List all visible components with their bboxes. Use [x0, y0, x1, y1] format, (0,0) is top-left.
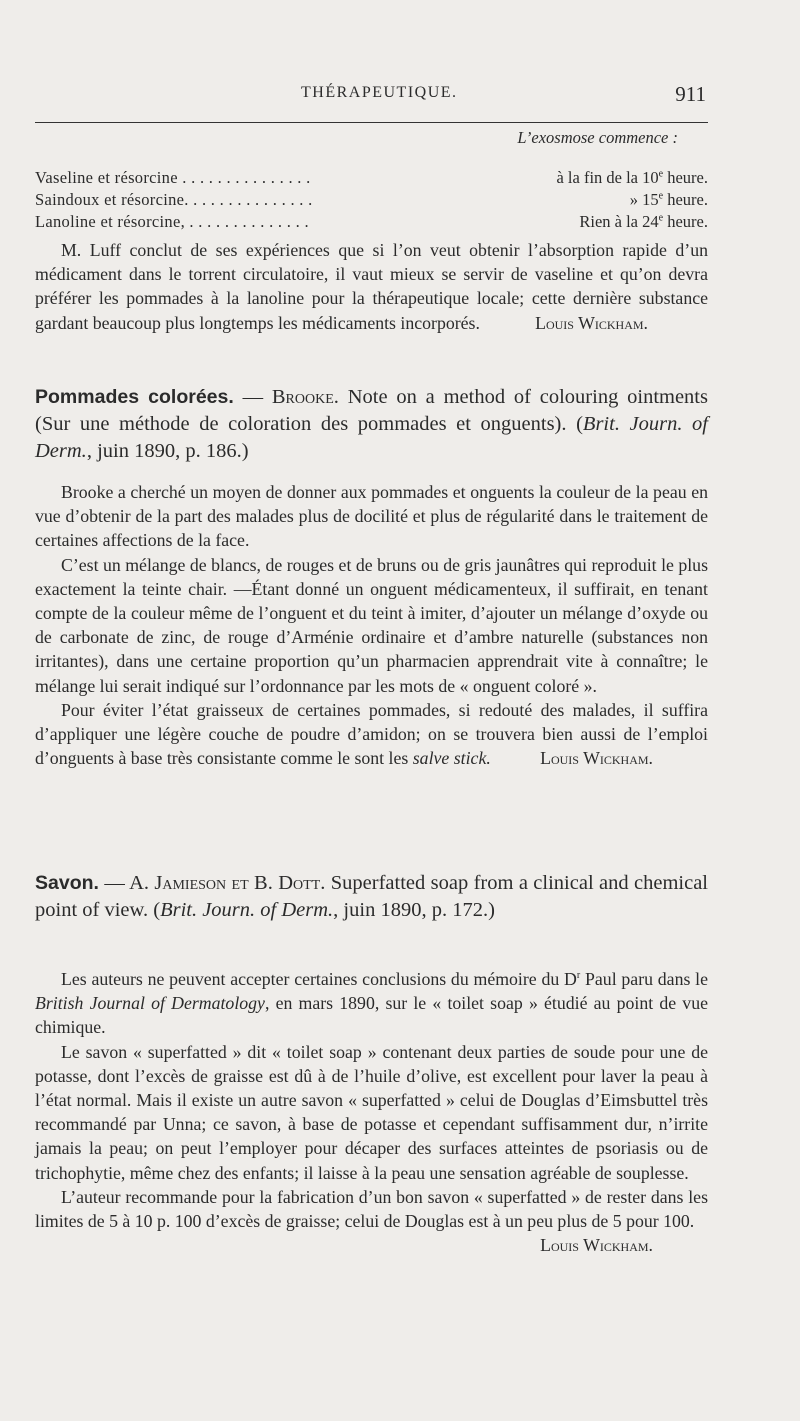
citation: , juin 1890, p. 172.) [333, 899, 495, 921]
exosmose-substance: Saindoux et résorcine. . . . . . . . . . . . . . . [35, 190, 313, 209]
journal: Brit. Journ. of Derm. [35, 413, 708, 462]
article-title: Superfatted soap from a clinical and chemical point of view. ( [35, 872, 708, 921]
luff-text: M. Luff conclut de ses expériences que si l’on veut obtenir l’absorption rapide d’un médicament dans le torrent circulatoire, il vaut mieux se servir de vaseline et qu’on devra préférer les pommades à la lanoline pour la thérapeutique locale; cette dernière substance gardant beaucoup plus longtemps les médicaments incorporés. [35, 240, 708, 333]
running-title: THÉRAPEUTIQUE. [301, 84, 458, 101]
exosmose-result: Rien à la 24e heure. [579, 212, 708, 231]
section-lead: Pommades colorées. [35, 386, 234, 408]
exosmose-row [35, 190, 708, 212]
savon-body [35, 967, 708, 1257]
signature: Louis Wickham. [535, 312, 648, 333]
exosmose-result: » 15e heure. [629, 190, 708, 209]
paragraph: Pour éviter l’état graisseux de certaines pommades, si redouté des malades, il suffira d’appliquer une légère couche de poudre d’amidon; on se trouvera bien aussi de l’emploi d’onguents à base très consistante comme le sont les salve stick. Louis Wickham. [35, 698, 708, 771]
article-title: Note on a method of colouring ointments (Sur une méthode de coloration des pommades et onguents). ( [35, 386, 708, 435]
exosmose-heading: L’exosmose commence : [517, 128, 678, 147]
exosmose-row [35, 212, 708, 234]
signature: Louis Wickham. [540, 748, 653, 769]
paragraph: L’auteur recommande pour la fabrication d’un bon savon « superfatted » de rester dans les limites de 5 à 10 p. 100 d’excès de graisse; celui de Douglas est à un peu plus de 5 pour 100. Louis Wickham. [35, 1185, 708, 1233]
author: — Brooke. [233, 386, 339, 408]
signature: Louis Wickham. [540, 1235, 653, 1256]
journal: Brit. Journ. of Derm. [160, 899, 334, 921]
page-header [35, 84, 708, 108]
exosmose-row [35, 168, 708, 190]
luff-paragraph [35, 238, 708, 335]
pommades-body [35, 480, 708, 770]
paragraph: Brooke a cherché un moyen de donner aux pommades et onguents la couleur de la peau en vue d’obtenir de la part des malades plus de docilité et plus de régularité dans le traitement de certaines affections de la face. [35, 482, 708, 551]
paragraph: Les auteurs ne peuvent accepter certaines conclusions du mémoire du $D^r$ Paul paru dans le British Journal of Dermatology, en mars 1890, sur le « toilet soap » étudié au point de vue chimique. [35, 969, 709, 1038]
header-rule [35, 122, 708, 123]
exosmose-substance: Vaseline et résorcine . . . . . . . . . . . . . . . [35, 168, 311, 187]
exosmose-substance: Lanoline et résorcine, . . . . . . . . . . . . . . [35, 212, 309, 231]
exosmose-result: à la fin de la 10e heure. [556, 168, 708, 187]
paragraph: C’est un mélange de blancs, de rouges et de bruns ou de gris jaunâtres qui reproduit le plus exactement la teinte chair. —Étant donné un onguent médicamenteux, il suffirait, en tenant compte de la couleur même de l’onguent et du teint à imiter, d’ajouter un mélange d’oxyde ou de carbonate de zinc, de rouge d’Arménie ordinaire et d’ambre naturelle (substances non irritantes), dans une certaine proportion qu’un pharmacien apprendrait vite à connaître; le mélange lui serait indiqué sur l’ordonnance par les mots de « onguent coloré ». [35, 554, 708, 696]
pommades-title [35, 384, 708, 465]
paragraph: Le savon « superfatted » dit « toilet soap » contenant deux parties de soude pour une de potasse, dont l’excès de graisse est dû à de l’huile d’olive, est excellent pour laver la peau à l’état normal. Mais il existe un autre savon « superfatted » celui de Douglas d’Eimsbuttel très recommandé par Unna; ce savon, à base de potasse et cependant suffisamment dur, n’irrite jamais la peau; on peut l’employer pour décaper des surfaces atteintes de psoriasis ou de trichophytie, même chez des enfants; il laisse à la peau une sensation agréable de souplesse. [35, 1041, 708, 1183]
page-number: 911 [675, 82, 706, 106]
authors: — A. Jamieson et B. Dott. [98, 872, 326, 894]
section-lead: Savon. [35, 872, 99, 894]
savon-title [35, 870, 708, 924]
citation: , juin 1890, p. 186.) [86, 440, 249, 462]
